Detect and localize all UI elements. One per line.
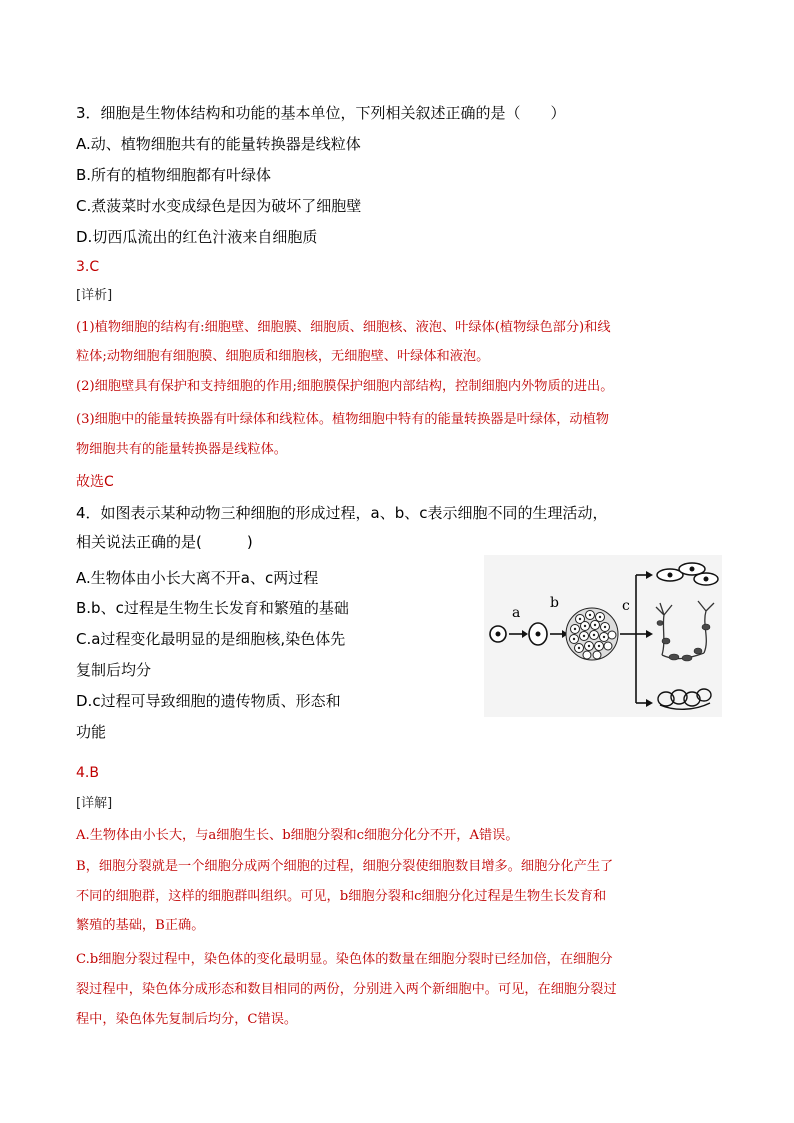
q4-explanation-line: 繁殖的基础，B正确。 [76, 918, 205, 933]
q4-explanation-line: A.生物体由小长大，与a细胞生长、b细胞分裂和c细胞分化分不开，A错误。 [76, 828, 519, 843]
q3-option-b: B.所有的植物细胞都有叶绿体 [76, 166, 272, 184]
q4-option-line: D.c过程可导致细胞的遗传物质、形态和 [76, 692, 341, 710]
q4-explanation-line: 裂过程中，染色体分成形态和数目相同的两份，分别进入两个新细胞中。可见，在细胞分裂过 [76, 982, 617, 997]
q3-option-d: D.切西瓜流出的红色汁液来自细胞质 [76, 228, 318, 246]
cell-cluster [566, 608, 618, 660]
q4-explanation-line: 不同的细胞群，这样的细胞群叫组织。可见，b细胞分裂和c细胞分化过程是生物生长发育和 [76, 889, 607, 904]
q4-option-line: B.b、c过程是生物生长发育和繁殖的基础 [76, 599, 349, 617]
cell-process-diagram [484, 555, 722, 717]
q4-option-line: A.生物体由小长大离不开a、c两过程 [76, 569, 319, 587]
label-c: c [622, 598, 630, 614]
q3-conclusion: 故选C [76, 474, 114, 490]
label-b: b [550, 595, 559, 611]
q3-explanation-line: (1)植物细胞的结构有:细胞壁、细胞膜、细胞质、细胞核、液泡、叶绿体(植物绿色部分)和线 [76, 320, 611, 335]
q3-option-a: A.动、植物细胞共有的能量转换器是线粒体 [76, 135, 361, 153]
q4-option-line: C.a过程变化最明显的是细胞核,染色体先 [76, 630, 346, 648]
q4-option-line: 复制后均分 [76, 661, 152, 679]
q4-stem-line2: 相关说法正确的是( ) [76, 533, 253, 551]
q4-stem-line1: 4．如图表示某种动物三种细胞的形成过程，a、b、c表示细胞不同的生理活动， [76, 504, 608, 522]
q3-explanation-line: 物细胞共有的能量转换器是线粒体。 [76, 442, 287, 457]
q4-answer: 4.B [76, 765, 99, 781]
q3-detail-label: [详析] [76, 288, 113, 303]
q3-option-c: C.煮菠菜时水变成绿色是因为破坏了细胞壁 [76, 197, 362, 215]
q4-detail-label: [详解] [76, 796, 113, 811]
q3-explanation-line: (3)细胞中的能量转换器有叶绿体和线粒体。植物细胞中特有的能量转换器是叶绿体，动植物 [76, 412, 609, 427]
cell-process-figure [484, 555, 722, 717]
label-a: a [512, 605, 521, 621]
q3-explanation-line: (2)细胞壁具有保护和支持细胞的作用;细胞膜保护细胞内部结构，控制细胞内外物质的进出。 [76, 379, 614, 394]
q4-option-line: 功能 [76, 723, 107, 741]
q3-stem: 3．细胞是生物体结构和功能的基本单位，下列相关叙述正确的是（ ） [76, 104, 566, 122]
q3-answer: 3.C [76, 259, 100, 275]
q3-explanation-line: 粒体;动物细胞有细胞膜、细胞质和细胞核，无细胞壁、叶绿体和液泡。 [76, 349, 490, 364]
q4-explanation-line: C.b细胞分裂过程中，染色体的变化最明显。染色体的数量在细胞分裂时已经加倍，在细胞分 [76, 952, 613, 967]
q4-explanation-line: B，细胞分裂就是一个细胞分成两个细胞的过程，细胞分裂使细胞数目增多。细胞分化产生了 [76, 859, 614, 874]
q4-explanation-line: 程中，染色体先复制后均分，C错误。 [76, 1012, 298, 1027]
